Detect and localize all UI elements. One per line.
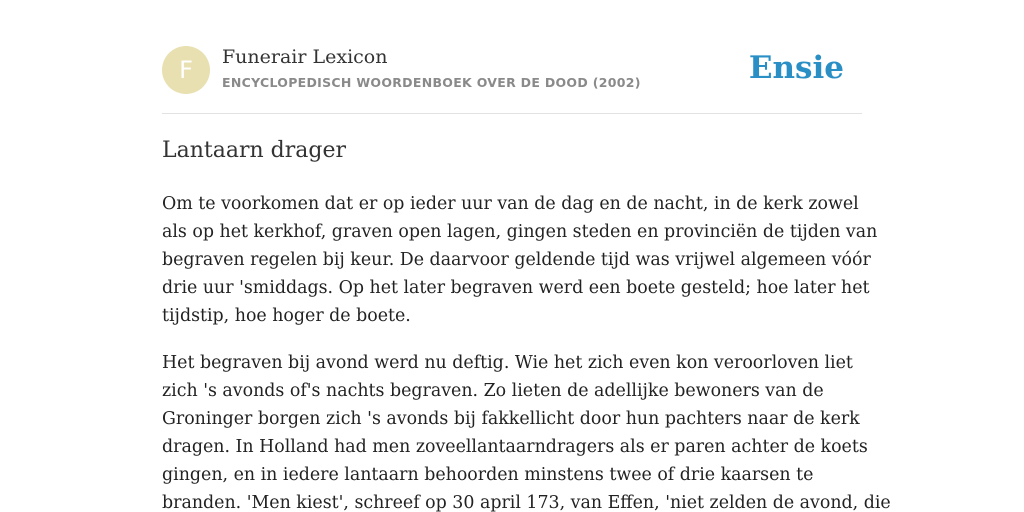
ensie-logo[interactable]: Ensie [748, 50, 844, 86]
source-avatar[interactable]: F [162, 46, 210, 94]
entry-body [162, 190, 891, 512]
source-title[interactable]: Funerair Lexicon [222, 46, 388, 68]
text-line: als op het kerkhof, graven open lagen, gingen steden en provinciën de tijden van [162, 222, 878, 242]
text-line: Om te voorkomen dat er op ieder uur van de dag en de nacht, in de kerk zowel [162, 194, 859, 214]
text-line: begraven regelen bij keur. De daarvoor geldende tijd was vrijwel algemeen vóór [162, 250, 871, 270]
text-line: drie uur 'smiddags. Op het later begraven werd een boete gesteld; hoe later het [162, 278, 870, 298]
text-line: zich 's avonds of's nachts begraven. Zo lieten de adellijke bewoners van de [162, 381, 824, 401]
text-line: tijdstip, hoe hoger de boete. [162, 306, 411, 326]
text-line: Groninger borgen zich 's avonds bij fakkellicht door hun pachters naar de kerk [162, 409, 860, 429]
header-divider [162, 113, 862, 114]
text-line: gingen, en in iedere lantaarn behoorden minstens twee of drie kaarsen te [162, 465, 814, 485]
entry-title: Lantaarn drager [162, 138, 346, 163]
paragraph [162, 190, 878, 330]
text-line: dragen. In Holland had men zoveellantaarndragers als er paren achter de koets [162, 437, 868, 457]
text-line: Het begraven bij avond werd nu deftig. Wie het zich even kon veroorloven liet [162, 353, 853, 373]
text-line: branden. 'Men kiest', schreef op 30 april 173, van Effen, 'niet zelden de avond, die [162, 493, 891, 512]
source-subtitle: ENCYCLOPEDISCH WOORDENBOEK OVER DE DOOD (2002) [222, 75, 641, 90]
paragraph [162, 349, 891, 512]
source-header [162, 46, 862, 96]
